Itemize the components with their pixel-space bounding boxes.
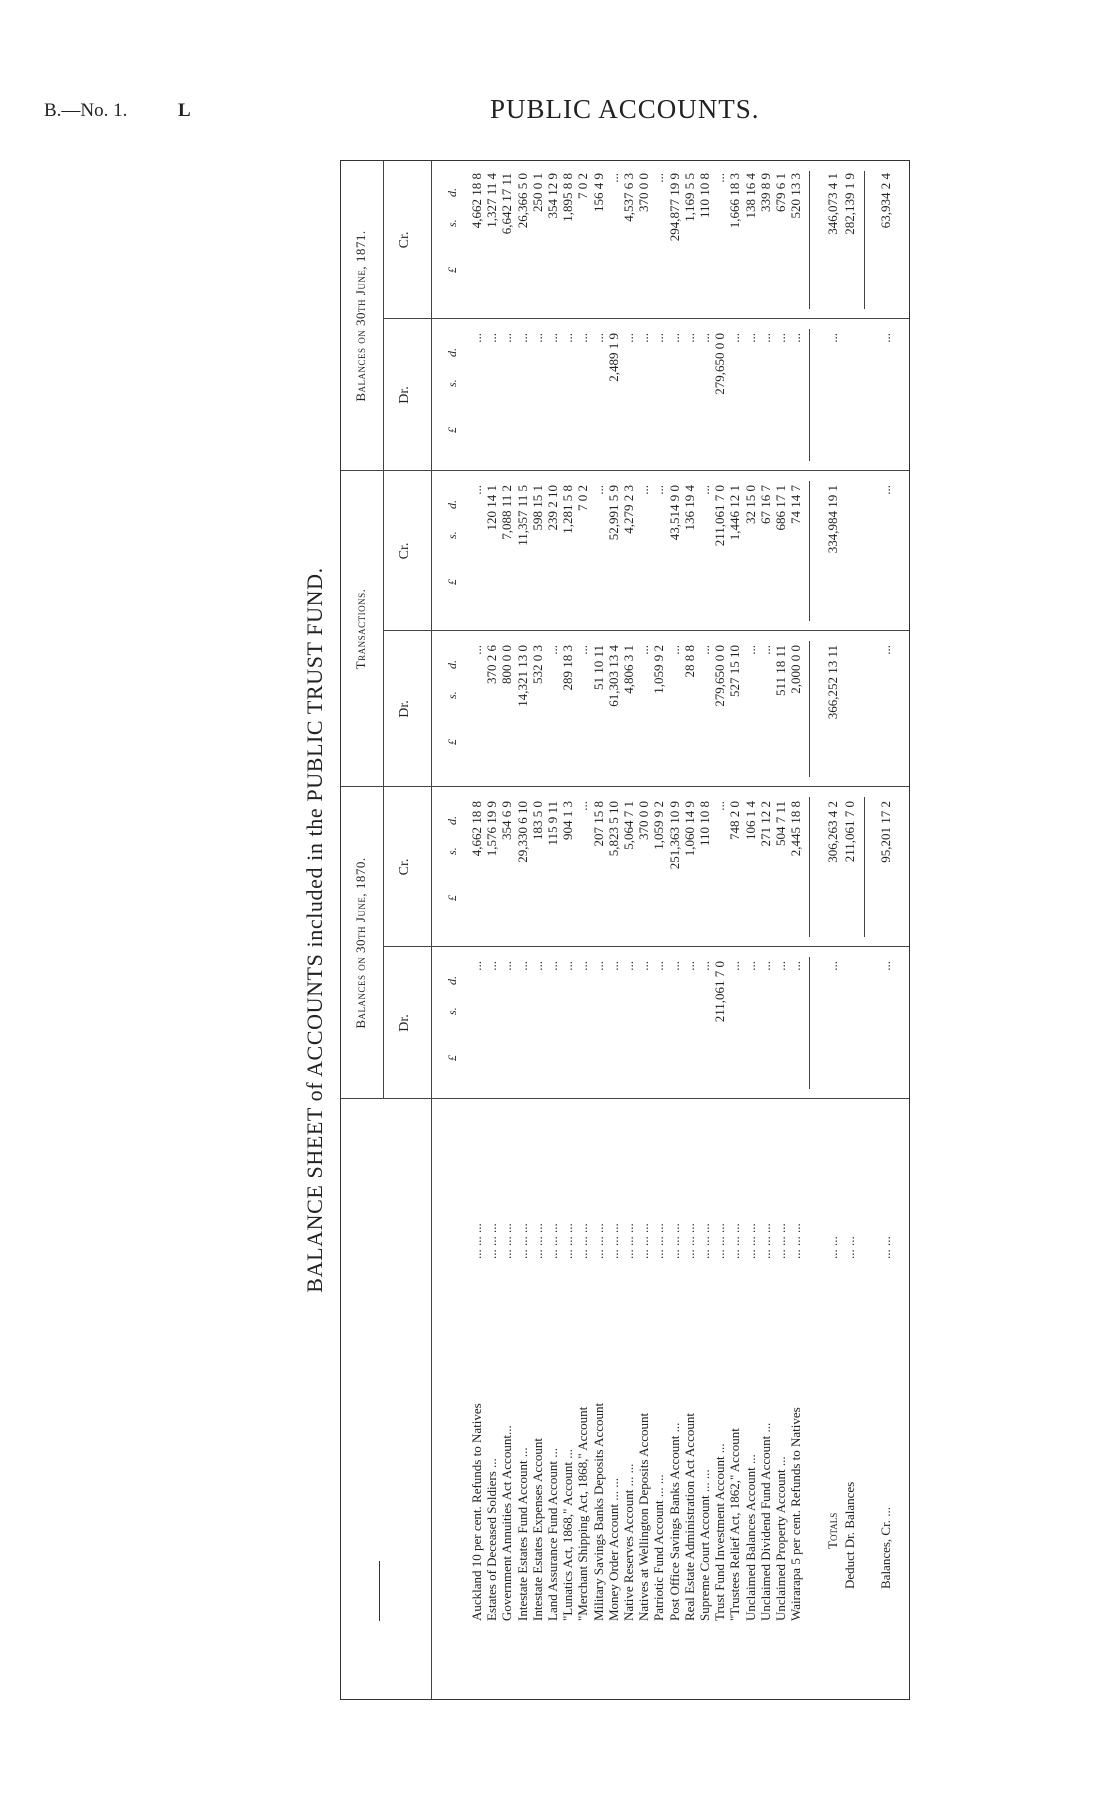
- amount-b70-dr: ...: [560, 961, 576, 971]
- unit-label-pound: £: [445, 1055, 459, 1061]
- account-name: "Trustees Relief Act, 1862," Account: [727, 1428, 743, 1621]
- total-b71-dr: ...: [825, 333, 841, 343]
- amount-t-cr: 136 19 4: [681, 485, 697, 531]
- unit-label-pound: £: [445, 267, 459, 273]
- balance-b71-cr: 63,934 2 4: [878, 173, 894, 229]
- amount-b70-cr: 5,064 7 1: [621, 801, 636, 850]
- amount-t-cr: ...: [636, 485, 652, 495]
- unit-label-shilling: s.: [445, 531, 459, 539]
- unit-label-pence: d.: [445, 348, 459, 357]
- amount-b70-dr: ...: [651, 961, 667, 971]
- amount-b71-cr: 110 10 8: [697, 173, 712, 219]
- amount-b70-dr: ...: [499, 961, 515, 971]
- amount-b70-cr: 29,330 6 10: [514, 801, 530, 863]
- account-name: Unclaimed Dividend Fund Account ...: [757, 1422, 773, 1621]
- amount-t-dr: 61,303 13 4: [605, 645, 621, 707]
- total-t-dr: 366,252 13 11: [825, 645, 841, 720]
- amount-b71-cr: 26,366 5 0: [514, 173, 530, 229]
- account-name: Real Estate Administration Act Account: [681, 1413, 697, 1621]
- amount-t-dr: ...: [545, 645, 560, 655]
- amount-b71-cr: 1,327 11 4: [484, 173, 500, 228]
- amount-b71-cr: 1,169 5 5: [681, 173, 697, 222]
- amount-b70-dr: ...: [621, 961, 636, 971]
- amount-b70-cr: 5,823 5 10: [605, 801, 621, 857]
- unit-label-pence: d.: [445, 976, 459, 985]
- amount-t-dr: ...: [757, 645, 773, 655]
- amount-t-cr: ...: [469, 485, 484, 495]
- amount-b71-dr: ...: [727, 333, 743, 343]
- total-b70-cr: 306,263 4 2: [825, 801, 841, 863]
- total-b71-cr: 346,073 4 1: [825, 173, 841, 235]
- amount-t-cr: 67 16 7: [757, 485, 773, 524]
- amount-b70-cr: 904 1 3: [560, 801, 576, 840]
- leader-dots: ... ... ...: [575, 1223, 591, 1259]
- amount-b71-dr: ...: [529, 333, 545, 343]
- amount-b71-dr: 2,489 1 9: [605, 333, 621, 382]
- amount-b70-cr: 1,060 14 9: [681, 801, 697, 857]
- account-name: Unclaimed Property Account ...: [773, 1456, 788, 1621]
- page-header: [0, 0, 1114, 160]
- balance-b71-dr: ...: [878, 333, 894, 343]
- amount-b71-dr: ...: [575, 333, 591, 343]
- leader-dots: ... ... ...: [651, 1223, 667, 1259]
- amount-b71-cr: 354 12 9: [545, 173, 560, 219]
- group-header-transactions: Transactions.: [353, 588, 368, 670]
- unit-label-shilling: s.: [445, 379, 459, 387]
- document-reference: B.—No. 1.: [44, 100, 128, 121]
- balances-label: Balances, Cr. ...: [878, 1507, 894, 1589]
- amount-b71-dr: ...: [636, 333, 652, 343]
- amount-t-dr: 527 15 10: [727, 645, 743, 697]
- unit-label-pence: d.: [445, 188, 459, 197]
- amount-t-cr: ...: [651, 485, 667, 495]
- amount-b70-dr: ...: [514, 961, 530, 971]
- amount-t-dr: ...: [636, 645, 652, 655]
- amount-b70-cr: ...: [712, 801, 728, 811]
- amount-t-cr: 52,991 5 9: [605, 485, 621, 541]
- account-name: Government Annuities Act Account...: [499, 1425, 515, 1621]
- amount-t-cr: 11,357 11 5: [514, 485, 530, 546]
- amount-b70-dr: ...: [727, 961, 743, 971]
- sub-header-dr: Dr.: [397, 386, 412, 404]
- amount-t-cr: 120 14 1: [484, 485, 500, 531]
- amount-t-dr: ...: [666, 645, 682, 655]
- leader-dots: ... ... ...: [757, 1223, 773, 1259]
- amount-b71-dr: ...: [742, 333, 758, 343]
- unit-label-shilling: s.: [445, 1007, 459, 1015]
- leader-dots: ... ... ...: [605, 1223, 621, 1259]
- amount-b71-cr: 156 4 9: [590, 173, 606, 212]
- amount-t-dr: 1,059 9 2: [651, 645, 667, 694]
- leader-dots: ... ... ...: [590, 1223, 606, 1259]
- amount-b70-cr: 183 5 0: [529, 801, 545, 840]
- amount-t-cr: 598 15 1: [529, 485, 545, 531]
- amount-t-cr: ...: [590, 485, 606, 495]
- amount-b71-dr: ...: [621, 333, 636, 343]
- amount-b70-cr: 110 10 8: [697, 801, 712, 847]
- leader-dots: ... ... ...: [636, 1223, 652, 1259]
- amount-b71-dr: ...: [590, 333, 606, 343]
- amount-t-dr: 511 18 11: [773, 645, 788, 697]
- account-name: Wairarapa 5 per cent. Refunds to Natives: [788, 1407, 804, 1621]
- amount-b71-cr: 1,666 18 3: [727, 173, 743, 229]
- amount-b70-dr: ...: [742, 961, 758, 971]
- amount-b70-cr: 4,662 18 8: [469, 801, 484, 857]
- amount-b71-dr: ...: [514, 333, 530, 343]
- amount-b70-cr: ...: [575, 801, 591, 811]
- amount-t-cr: 7,088 11 2: [499, 485, 515, 540]
- amount-b71-dr: ...: [773, 333, 788, 343]
- amount-t-cr: 211,061 7 0: [712, 485, 728, 547]
- balance-t-dr: ...: [878, 645, 894, 655]
- ledger-table: [340, 160, 910, 1700]
- amount-t-cr: 7 0 2: [575, 485, 591, 511]
- amount-b71-cr: 1,895 8 8: [560, 173, 576, 222]
- leader-dots: ... ... ...: [742, 1223, 758, 1259]
- amount-b70-cr: 504 7 11: [773, 801, 788, 847]
- account-name: Trust Fund Investment Account ...: [712, 1443, 728, 1621]
- leader-dots: ... ... ...: [773, 1223, 788, 1259]
- amount-b70-dr: ...: [484, 961, 500, 971]
- amount-b70-cr: 1,059 9 2: [651, 801, 667, 850]
- amount-b70-dr: ...: [757, 961, 773, 971]
- amount-b71-cr: 370 0 0: [636, 173, 652, 212]
- leader-dots: ... ... ...: [697, 1223, 712, 1259]
- amount-t-cr: 4,279 2 3: [621, 485, 636, 534]
- amount-t-dr: ...: [697, 645, 712, 655]
- group-header-balances-1870: Balances on 30th June, 1870.: [353, 857, 368, 1029]
- totals-label: Totals: [825, 1512, 841, 1549]
- amount-b71-dr: ...: [560, 333, 576, 343]
- amount-b70-dr: ...: [469, 961, 484, 971]
- rotated-balance-sheet: [300, 160, 910, 1700]
- leader-dots: ... ...: [842, 1236, 858, 1259]
- unit-label-pound: £: [445, 579, 459, 585]
- amount-b71-cr: 294,877 19 9: [666, 173, 682, 242]
- amount-t-cr: ...: [697, 485, 712, 495]
- leader-dots: ... ... ...: [529, 1223, 545, 1259]
- amount-b71-dr: ...: [788, 333, 804, 343]
- amount-b70-cr: 251,363 10 9: [666, 801, 682, 870]
- sub-header-cr: Cr.: [397, 542, 412, 560]
- amount-t-dr: 532 0 3: [529, 645, 545, 684]
- section-letter: L: [178, 100, 191, 121]
- account-name: Intestate Estates Fund Account ...: [514, 1447, 530, 1621]
- amount-b71-dr: ...: [681, 333, 697, 343]
- leader-dots: ... ... ...: [621, 1223, 636, 1259]
- leader-dots: ... ...: [878, 1236, 894, 1259]
- page-title: PUBLIC ACCOUNTS.: [490, 94, 760, 124]
- deduct-b71-cr: 282,139 1 9: [842, 173, 858, 235]
- account-name: Land Assurance Fund Account ...: [545, 1448, 560, 1621]
- label-column-dash: [379, 1561, 380, 1621]
- amount-t-cr: 1,446 12 1: [727, 485, 743, 541]
- amount-b70-dr: ...: [773, 961, 788, 971]
- leader-dots: ... ... ...: [712, 1223, 728, 1259]
- amount-b71-cr: 4,662 18 8: [469, 173, 484, 229]
- amount-b71-dr: ...: [499, 333, 515, 343]
- leader-dots: ... ... ...: [666, 1223, 682, 1259]
- amount-t-cr: 686 17 1: [773, 485, 788, 531]
- unit-label-pound: £: [445, 739, 459, 745]
- amount-b70-cr: 106 1 4: [742, 801, 758, 840]
- amount-b71-dr: ...: [697, 333, 712, 343]
- amount-b71-dr: ...: [484, 333, 500, 343]
- sub-header-dr: Dr.: [397, 700, 412, 718]
- leader-dots: ... ... ...: [545, 1223, 560, 1259]
- account-name: Post Office Savings Banks Account ...: [666, 1422, 682, 1621]
- amount-t-dr: 28 8 8: [681, 645, 697, 678]
- amount-t-dr: 370 2 6: [484, 645, 500, 684]
- amount-t-dr: 2,000 0 0: [788, 645, 804, 694]
- amount-b71-cr: 138 16 4: [742, 173, 758, 219]
- total-t-cr: 334,984 19 1: [825, 485, 841, 554]
- amount-t-dr: 279,650 0 0: [712, 645, 728, 707]
- account-name: Unclaimed Balances Account ...: [742, 1454, 758, 1621]
- leader-dots: ... ... ...: [484, 1223, 500, 1259]
- unit-label-pound: £: [445, 895, 459, 901]
- amount-b70-cr: 2,445 18 8: [788, 801, 804, 857]
- deduct-b70-cr: 211,061 7 0: [842, 801, 858, 863]
- amount-b70-dr: ...: [681, 961, 697, 971]
- account-name: "Merchant Shipping Act, 1868," Account: [575, 1406, 591, 1621]
- sub-header-dr: Dr.: [397, 1014, 412, 1032]
- account-name: Supreme Court Account ... ...: [697, 1469, 712, 1621]
- balance-sheet-title: BALANCE SHEET of ACCOUNTS included in the PUBLIC TRUST FUND.: [302, 567, 327, 1293]
- balance-b70-cr: 95,201 17 2: [878, 801, 894, 863]
- leader-dots: ... ...: [825, 1236, 841, 1259]
- total-b70-dr: ...: [825, 961, 841, 971]
- group-header-balances-1871: Balances on 30th June, 1871.: [353, 230, 368, 402]
- amount-b71-cr: 339 8 9: [757, 173, 773, 212]
- amount-b71-cr: 7 0 2: [575, 173, 591, 199]
- amount-t-dr: ...: [469, 645, 484, 655]
- account-name: "Lunatics Act, 1868," Account ...: [560, 1448, 576, 1621]
- unit-label-shilling: s.: [445, 219, 459, 227]
- amount-b71-dr: ...: [666, 333, 682, 343]
- amount-b71-cr: ...: [605, 173, 621, 183]
- amount-t-dr: 14,321 13 0: [514, 645, 530, 707]
- amount-t-cr: 74 14 7: [788, 485, 804, 524]
- amount-b70-dr: ...: [697, 961, 712, 971]
- leader-dots: ... ... ...: [499, 1223, 515, 1259]
- amount-t-cr: 43,514 9 0: [666, 485, 682, 541]
- amount-t-dr: ...: [742, 645, 758, 655]
- amount-b70-dr: ...: [666, 961, 682, 971]
- leader-dots: ... ... ...: [469, 1223, 484, 1259]
- amount-t-dr: 51 10 11: [590, 645, 606, 691]
- amount-b70-dr: ...: [529, 961, 545, 971]
- amount-t-cr: 239 2 10: [545, 485, 560, 531]
- amount-b70-dr: ...: [575, 961, 591, 971]
- balance-b70-dr: ...: [878, 961, 894, 971]
- deduct-label: Deduct Dr. Balances: [842, 1481, 858, 1589]
- amount-b70-dr: ...: [590, 961, 606, 971]
- amount-b71-cr: ...: [712, 173, 728, 183]
- amount-t-dr: 800 0 0: [499, 645, 515, 684]
- amount-b70-cr: 748 2 0: [727, 801, 743, 840]
- amount-b71-cr: 250 0 1: [529, 173, 545, 212]
- amount-b70-cr: 354 6 9: [499, 801, 515, 840]
- amount-t-cr: 1,281 5 8: [560, 485, 576, 534]
- unit-label-pence: d.: [445, 500, 459, 509]
- amount-b70-cr: 115 9 11: [545, 801, 560, 846]
- amount-b71-dr: ...: [651, 333, 667, 343]
- amount-b71-dr: ...: [469, 333, 484, 343]
- account-name: Intestate Estates Expenses Account: [529, 1437, 545, 1621]
- account-name: Military Savings Banks Deposits Account: [590, 1402, 606, 1621]
- amount-b71-dr: ...: [545, 333, 560, 343]
- amount-b71-cr: 6,642 17 11: [499, 173, 515, 235]
- amount-b70-dr: ...: [636, 961, 652, 971]
- account-name: Native Reserves Account ... ...: [621, 1463, 636, 1621]
- leader-dots: ... ... ...: [681, 1223, 697, 1259]
- leader-dots: ... ... ...: [727, 1223, 743, 1259]
- amount-b70-cr: 1,576 19 9: [484, 801, 500, 857]
- sub-header-cr: Cr.: [397, 858, 412, 876]
- amount-b71-dr: ...: [757, 333, 773, 343]
- unit-label-shilling: s.: [445, 847, 459, 855]
- amount-t-cr: 32 15 0: [742, 485, 758, 524]
- balance-t-cr: ...: [878, 485, 894, 495]
- amount-b71-dr: 279,650 0 0: [712, 333, 728, 395]
- amount-b71-cr: 679 6 1: [773, 173, 788, 212]
- amount-b71-cr: ...: [651, 173, 667, 183]
- leader-dots: ... ... ...: [514, 1223, 530, 1259]
- amount-b70-dr: ...: [545, 961, 560, 971]
- unit-label-pence: d.: [445, 816, 459, 825]
- amount-b70-cr: 207 15 8: [590, 801, 606, 847]
- amount-b71-cr: 4,537 6 3: [621, 173, 636, 222]
- account-name: Auckland 10 per cent. Refunds to Natives: [469, 1403, 484, 1621]
- amount-t-dr: 289 18 3: [560, 645, 576, 691]
- account-name: Natives at Wellington Deposits Account: [636, 1412, 652, 1621]
- amount-t-dr: 4,806 3 1: [621, 645, 636, 694]
- unit-label-pound: £: [445, 427, 459, 433]
- leader-dots: ... ... ...: [560, 1223, 576, 1259]
- amount-b71-cr: 520 13 3: [788, 173, 804, 219]
- sub-header-cr: Cr.: [397, 231, 412, 249]
- amount-b70-cr: 370 0 0: [636, 801, 652, 840]
- account-name: Money Order Account ... ...: [605, 1478, 621, 1621]
- unit-label-shilling: s.: [445, 691, 459, 699]
- amount-b70-dr: ...: [788, 961, 804, 971]
- leader-dots: ... ... ...: [788, 1223, 804, 1259]
- account-name: Estates of Deceased Soldiers ...: [484, 1458, 500, 1621]
- amount-b70-cr: 271 12 2: [757, 801, 773, 847]
- account-name: Patriotic Fund Account ... ...: [651, 1474, 667, 1621]
- amount-t-dr: ...: [575, 645, 591, 655]
- amount-b70-dr: 211,061 7 0: [712, 961, 728, 1023]
- amount-b70-dr: ...: [605, 961, 621, 971]
- unit-label-pence: d.: [445, 660, 459, 669]
